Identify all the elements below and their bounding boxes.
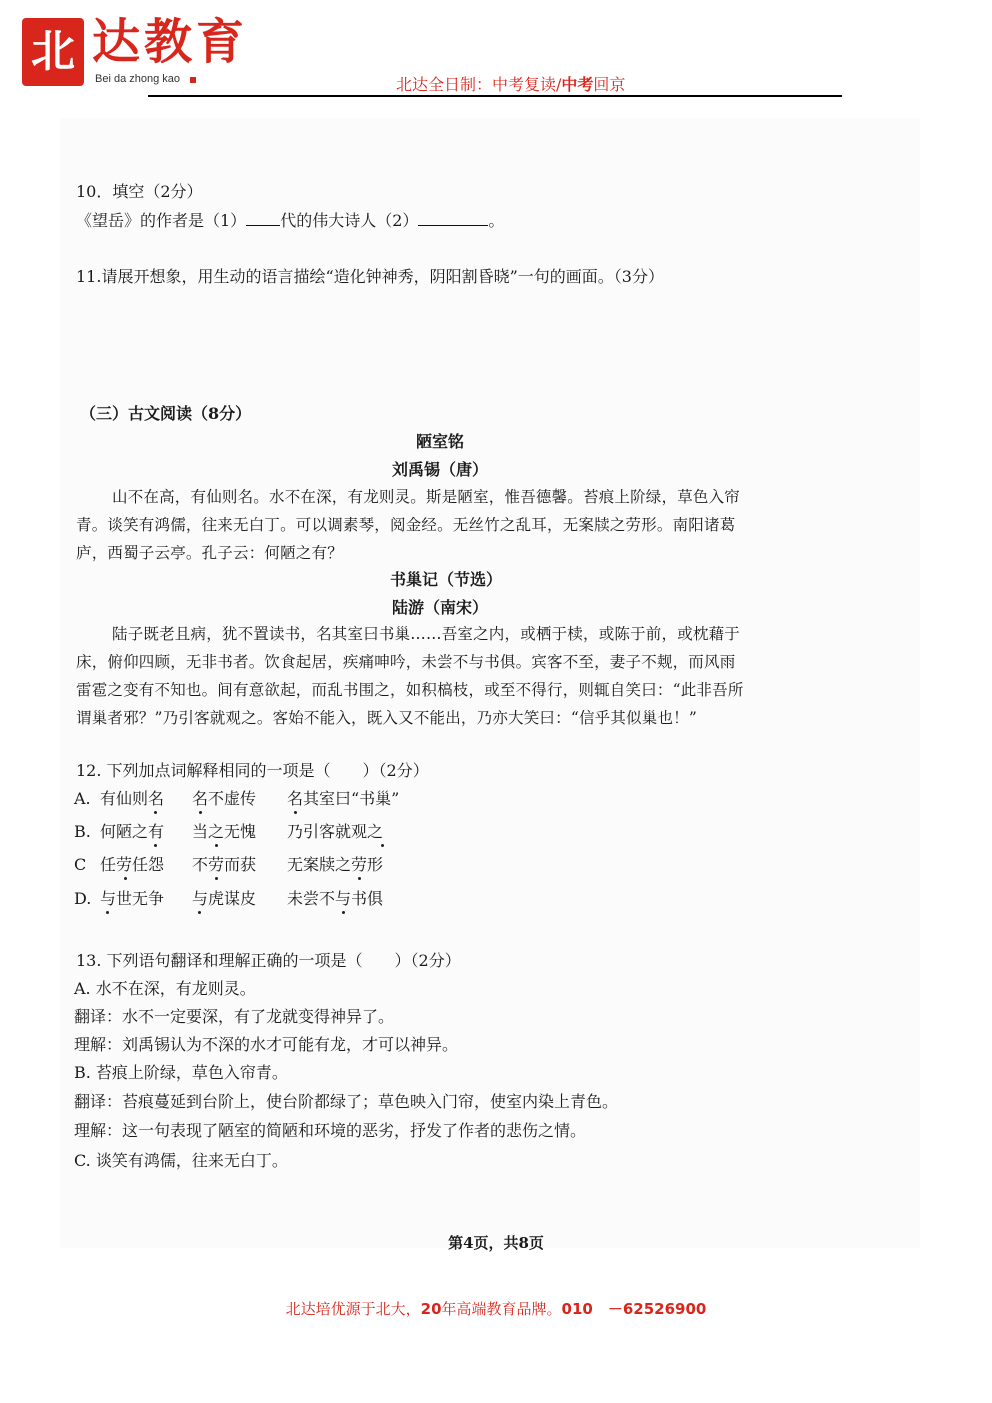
option-letter: D. [74,889,92,908]
text1-line-1: 山不在高，有仙则名。水不在深，有龙则灵。斯是陋室，惟吾德馨。苔痕上阶绿，草色入帘 [112,488,741,506]
text2-line-3: 雷雹之变有不知也。间有意欲起，而乱书围之，如积槁枝，或至不得行，则辄自笑曰：“此非吾所 [76,681,744,699]
text2-author: 陆游（南宋） [391,598,488,617]
option-letter: A. [74,789,91,808]
brand-logo-subtitle: Bei da zhong kao [95,73,181,85]
emphasis-dot [198,911,201,914]
emphasis-dot [358,877,361,880]
q13-title: 13. 下列语句翻译和理解正确的一项是（ ）（2分） [76,951,461,970]
option-letter: C [74,855,87,874]
emphasis-dot [106,911,109,914]
option-item: 有仙则名 [100,789,165,808]
emphasis-dot [342,911,345,914]
option-item: 名其室曰“书巢” [287,789,400,808]
emphasis-dot [215,877,218,880]
option-item: 名不虚传 [192,789,257,808]
text1-author: 刘禹锡（唐） [391,460,488,479]
q10-blank-1[interactable] [246,211,280,226]
text2-line-1: 陆子既老且病，犹不置读书，名其室曰书巢……吾室之内，或栖于椟，或陈于前，或枕藉于 [112,625,741,643]
option-item: 不劳而获 [192,855,257,874]
option-item: 未尝不与书俱 [287,889,384,908]
q13-a-understanding: 理解：刘禹锡认为不深的水才可能有龙，才可以神异。 [74,1035,459,1054]
text1-line-3: 庐，西蜀子云亭。孔子云：何陋之有？ [76,544,343,562]
q13-option-a[interactable]: A. 水不在深，有龙则灵。 [74,979,256,998]
text1-title: 陋室铭 [415,432,464,451]
text1-line-2: 青。谈笑有鸿儒，往来无白丁。可以调素琴，阅金经。无丝竹之乱耳，无案牍之劳形。南阳诸葛 [76,516,736,534]
brand-logo-name: 达教育 [92,14,249,70]
q10-title: 10．填空（2分） [76,182,203,201]
q11-text: 11.请展开想象，用生动的语言描绘“造化钟神秀，阴阳割昏晓”一句的画面。（3分） [76,267,664,286]
option-item: 何陋之有 [100,822,165,841]
emphasis-dot [199,811,202,814]
option-item: 乃引客就观之 [287,822,384,841]
logo-dot [190,77,196,83]
page-number: 第4页，共8页 [448,1234,544,1252]
brand-logo-mark: 北 [22,18,84,86]
text2-line-4: 谓巢者邪？”乃引客就观之。客始不能入，既入又不能出，乃亦大笑曰：“信乎其似巢也！” [76,709,697,727]
emphasis-dot [124,877,127,880]
option-item: 与虎谋皮 [192,889,257,908]
emphasis-dot [154,844,157,847]
option-item: 无案牍之劳形 [287,855,384,874]
q12-title: 12. 下列加点词解释相同的一项是（ ）（2分） [76,761,429,780]
option-item: 与世无争 [100,889,165,908]
option-item: 当之无愧 [192,822,257,841]
footer-brand-line: 北达培优源于北大，20年高端教育品牌。010 －62526900 [285,1300,707,1318]
header-slogan: 北达全日制：中考复读/中考回京 [396,75,626,94]
q10-blank-2[interactable] [418,211,488,226]
emphasis-dot [154,811,157,814]
q13-b-translation: 翻译：苔痕蔓延到台阶上，使台阶都绿了；草色映入门帘，使室内染上青色。 [74,1092,619,1111]
section3-heading: （三）古文阅读（8分） [80,404,252,423]
emphasis-dot [294,811,297,814]
q13-option-c[interactable]: C. 谈笑有鸿儒，往来无白丁。 [74,1151,288,1170]
emphasis-dot [215,844,218,847]
text2-title: 书巢记（节选） [389,570,502,589]
option-letter: B. [74,822,91,841]
emphasis-dot [381,844,384,847]
header-divider [148,95,842,97]
q13-a-translation: 翻译：水不一定要深，有了龙就变得神异了。 [74,1007,395,1026]
option-item: 任劳任怨 [100,855,165,874]
text2-line-2: 床，俯仰四顾，无非书者。饮食起居，疾痛呻吟，未尝不与书俱。宾客不至，妻子不觌，而风雨 [76,653,736,671]
q13-b-understanding: 理解：这一句表现了陋室的简陋和环境的恶劣，抒发了作者的悲伤之情。 [74,1121,587,1140]
q10-fill-line: 《望岳》的作者是（1） 代的伟大诗人（2） 。 [76,211,505,230]
q13-option-b[interactable]: B. 苔痕上阶绿，草色入帘青。 [74,1063,288,1082]
